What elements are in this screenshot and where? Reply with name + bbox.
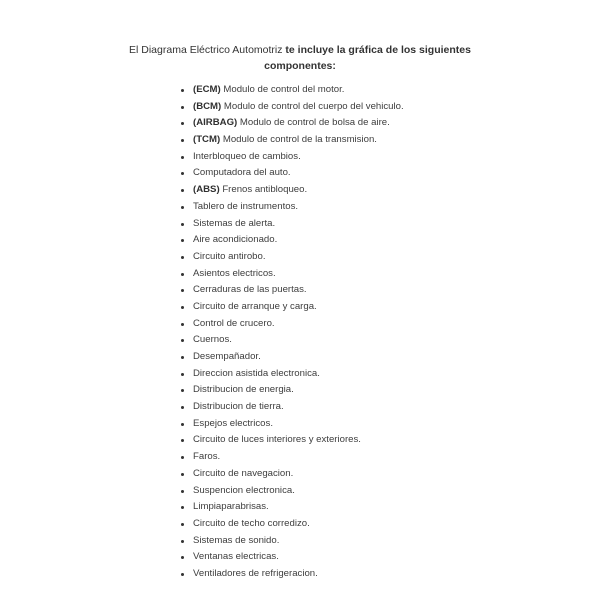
component-text: Circuito de arranque y carga. — [193, 300, 317, 312]
component-code: (ECM) — [193, 84, 221, 95]
list-item — [181, 182, 404, 199]
bullet-icon — [181, 490, 184, 493]
component-text: Distribucion de energia. — [193, 384, 294, 396]
bullet-icon — [181, 356, 184, 359]
list-item — [181, 399, 404, 416]
component-text: Circuito de luces interiores y exteriores. — [193, 434, 361, 446]
component-code: (AIRBAG) — [193, 117, 238, 129]
bullet-icon — [181, 89, 184, 92]
intro-heading — [120, 42, 480, 74]
bullet-icon — [181, 122, 184, 125]
component-text: Circuito de techo corredizo. — [193, 517, 310, 529]
bullet-icon — [181, 506, 184, 509]
bullet-icon — [181, 423, 184, 426]
bullet-icon — [181, 473, 184, 476]
bullet-icon — [181, 239, 184, 242]
component-text: Control de crucero. — [193, 317, 275, 329]
component-text: Limpiaparabrisas. — [193, 501, 269, 513]
bullet-icon — [181, 273, 184, 276]
list-item — [181, 349, 404, 366]
bullet-icon — [181, 540, 184, 543]
bullet-icon — [181, 139, 184, 142]
intro-bold-text: te incluye la gráfica de los siguientes componentes: — [264, 44, 471, 72]
component-text: Suspencion electronica. — [193, 484, 295, 496]
list-item — [181, 282, 404, 299]
bullet-icon — [181, 323, 184, 326]
component-text: Ventanas electricas. — [193, 551, 279, 563]
component-text: Modulo de control del cuerpo del vehiculo. — [221, 100, 404, 112]
component-text: Tablero de instrumentos. — [193, 200, 299, 212]
bullet-icon — [181, 289, 184, 292]
bullet-icon — [181, 456, 184, 459]
list-item — [181, 483, 404, 500]
list-item — [181, 99, 404, 116]
bullet-icon — [181, 339, 184, 342]
bullet-icon — [181, 573, 184, 576]
component-text: Aire acondicionado. — [193, 234, 278, 246]
component-text: Sistemas de sonido. — [193, 534, 280, 546]
component-text: Frenos antibloqueo. — [219, 184, 308, 196]
list-item — [181, 266, 404, 283]
component-text: Computadora del auto. — [193, 167, 291, 179]
component-text: Cuernos. — [193, 334, 232, 346]
component-text: Cerraduras de las puertas. — [193, 284, 307, 296]
bullet-icon — [181, 223, 184, 226]
component-text: Circuito de navegacion. — [193, 467, 294, 479]
bullet-icon — [181, 206, 184, 209]
component-text: Modulo de control de bolsa de aire. — [237, 117, 390, 129]
component-text: Interbloqueo de cambios. — [193, 150, 301, 162]
list-item — [181, 466, 404, 483]
list-item — [181, 549, 404, 566]
list-item — [181, 366, 404, 383]
bullet-icon — [181, 306, 184, 309]
list-item — [181, 566, 404, 583]
bullet-icon — [181, 439, 184, 442]
component-text: Modulo de control de la transmision. — [220, 134, 377, 146]
bullet-icon — [181, 172, 184, 175]
component-text: Distribucion de tierra. — [193, 401, 284, 413]
component-text: Faros. — [193, 451, 221, 463]
list-item — [181, 165, 404, 182]
list-item — [181, 216, 404, 233]
component-text: Circuito antirobo. — [193, 250, 266, 262]
list-item — [181, 149, 404, 166]
bullet-icon — [181, 523, 184, 526]
intro-text: El Diagrama Eléctrico Automotriz — [129, 44, 286, 56]
list-item — [181, 232, 404, 249]
bullet-icon — [181, 389, 184, 392]
list-item — [181, 299, 404, 316]
list-item — [181, 115, 404, 132]
list-item — [181, 533, 404, 550]
list-item — [181, 416, 404, 433]
list-item — [181, 449, 404, 466]
bullet-icon — [181, 556, 184, 559]
component-text: Sistemas de alerta. — [193, 217, 276, 229]
component-text: Asientos electricos. — [193, 267, 276, 279]
bullet-icon — [181, 156, 184, 159]
component-text: Desempañador. — [193, 351, 261, 362]
bullet-icon — [181, 406, 184, 409]
list-item — [181, 499, 404, 516]
list-item — [181, 249, 404, 266]
list-item — [181, 316, 404, 333]
list-item — [181, 332, 404, 349]
bullet-icon — [181, 189, 184, 192]
list-item — [181, 132, 404, 149]
component-list — [181, 82, 404, 583]
list-item — [181, 199, 404, 216]
bullet-icon — [181, 106, 184, 109]
list-item — [181, 516, 404, 533]
list-item — [181, 382, 404, 399]
component-text: Ventiladores de refrigeracion. — [193, 567, 318, 579]
component-text: Espejos electricos. — [193, 417, 273, 429]
bullet-icon — [181, 373, 184, 376]
component-code: (TCM) — [193, 134, 221, 146]
component-code: (ABS) — [193, 184, 220, 196]
component-code: (BCM) — [193, 100, 222, 112]
list-item — [181, 432, 404, 449]
component-text: Direccion asistida electronica. — [193, 367, 320, 379]
component-text: Modulo de control del motor. — [220, 84, 345, 95]
bullet-icon — [181, 256, 184, 259]
list-item — [181, 82, 404, 99]
